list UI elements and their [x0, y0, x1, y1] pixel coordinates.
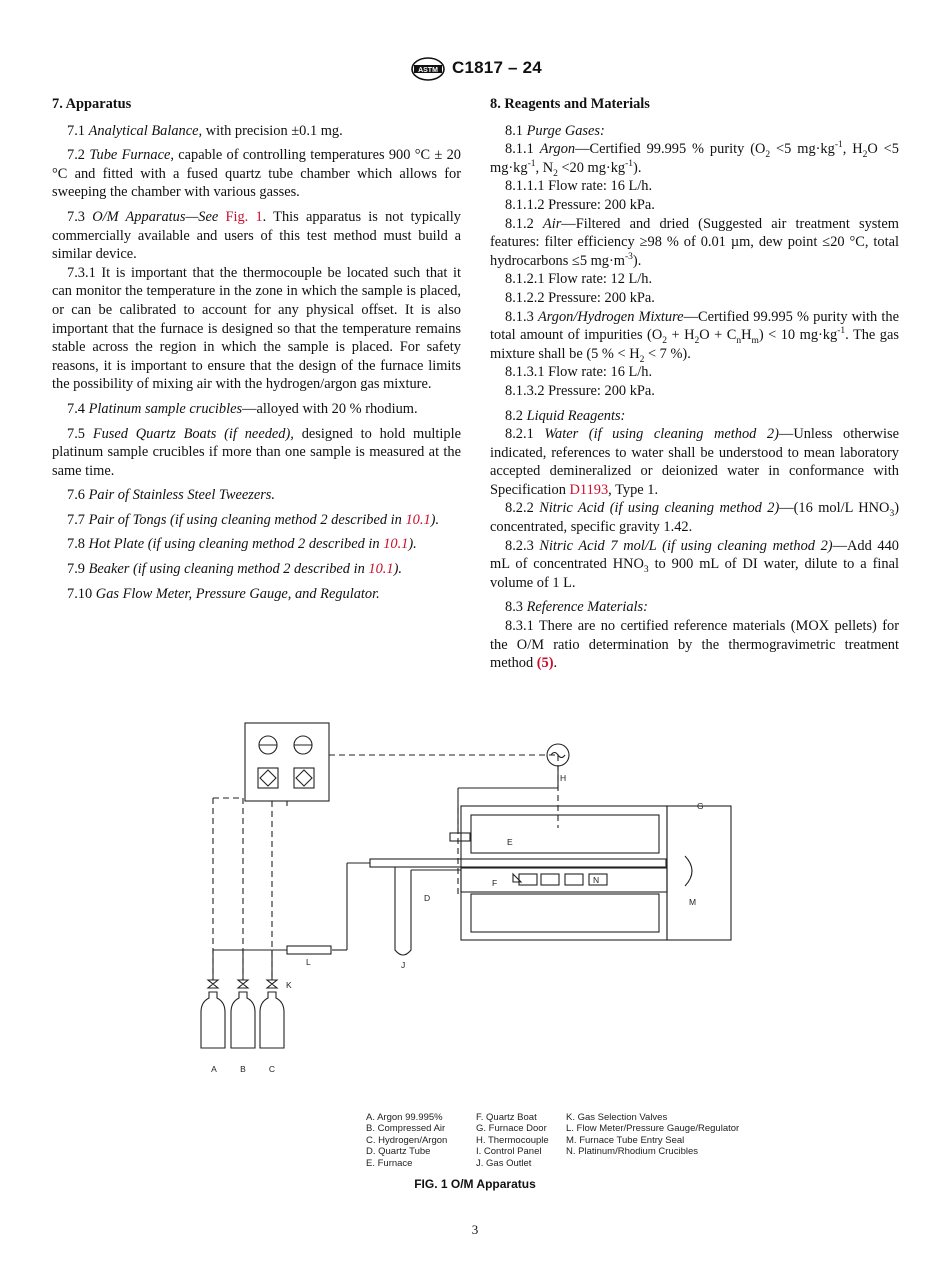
para-8-1-1-2: 8.1.1.2 Pressure: 200 kPa.	[505, 196, 655, 213]
para-8-2-3: 8.2.3 Nitric Acid 7 mol/L (if using cleaning method 2)—Add 440 mL of concentrated $HNO_3$ to 900 mL of DI water, dilute to a final volume of 1 L.	[490, 537, 899, 591]
fig-1-link[interactable]: Fig. 1	[225, 208, 263, 225]
para-8-2: 8.2 Liquid Reagents:	[505, 407, 626, 424]
crucible	[519, 874, 537, 885]
label-m: M	[689, 897, 697, 907]
valve-k	[208, 980, 277, 988]
page-number: 3	[471, 1222, 479, 1237]
label-h: H	[560, 773, 567, 783]
label-n: N	[593, 875, 600, 885]
section-10-1-link[interactable]: 10.1	[405, 511, 431, 528]
para-8-1-2-1: 8.1.2.1 Flow rate: 12 L/h.	[505, 271, 653, 288]
d1193-link[interactable]: D1193	[569, 481, 609, 498]
label-l: L	[306, 957, 311, 967]
section-10-1-link[interactable]: 10.1	[383, 536, 409, 553]
section-heading-reagents: 8. Reagents and Materials	[490, 96, 650, 112]
para-8-1-2-2: 8.1.2.2 Pressure: 200 kPa.	[505, 289, 655, 306]
svg-text:ASTM: ASTM	[418, 66, 438, 74]
label-j: J	[401, 960, 406, 970]
legend-column-3: K. Gas Selection Valves L. Flow Meter/Pressure Gauge/Regulator M. Furnace Tube Entry Seal N. Platinum/Rhodium Crucibles	[566, 1112, 740, 1158]
para-8-1-2: 8.1.2 Air—Filtered and dried (Suggested air treatment system features: filter efficiency ≥98 % of 0.01 µm, dew point ≤20 °C, total hydrocarbons ≤5 $mg\cdot m^{-3}$).	[490, 215, 899, 269]
para-7-8: 7.8 Hot Plate (if using cleaning method 2 described in 10.1).	[67, 536, 417, 553]
para-8-1-1: 8.1.1 Argon—Certified 99.995 % purity ($O_2 <5$ $mg\cdot kg^{-1}$, $H_2O <5$ $mg\cdot kg^{-1}$, $N_2 <20$ $mg\cdot kg^{-1}$).	[490, 140, 899, 179]
furnace-lower	[471, 894, 659, 932]
label-c: C	[268, 1064, 276, 1074]
para-7-7: 7.7 Pair of Tongs (if using cleaning method 2 described in 10.1).	[67, 511, 440, 528]
legend-column-1: A. Argon 99.995% B. Compressed Air C. Hydrogen/Argon D. Quartz Tube E. Furnace	[366, 1112, 448, 1169]
para-8-1-3-2: 8.1.3.2 Pressure: 200 kPa.	[505, 382, 655, 399]
para-8-2-1: 8.2.1 Water (if using cleaning method 2)—Unless otherwise indicated, references to water shall be understood to mean laboratory accepted demineralized or deionized water in conformance with Specification D1193, Type 1.	[490, 426, 899, 498]
para-7-3: 7.3 O/M Apparatus—See Fig. 1. This apparatus is not typically commercially available and users of this test method must build a similar device.	[52, 208, 461, 263]
para-7-2: 7.2 Tube Furnace, capable of controlling temperatures 900 °C ± 20 °C and fitted with a fused quartz tube chamber which allows for sweeping the chamber with various gasses.	[52, 147, 461, 201]
para-8-2-2: 8.2.2 Nitric Acid (if using cleaning method 2)—(16 mol/L $HNO_3$) concentrated, specific gravity 1.42.	[490, 500, 899, 536]
left-column	[52, 95, 461, 609]
quartz-boat	[513, 874, 521, 882]
label-a: A	[211, 1064, 217, 1074]
valve-icon	[258, 768, 278, 788]
para-8-1: 8.1 Purge Gases:	[505, 122, 605, 139]
label-d: D	[424, 893, 431, 903]
section-heading-apparatus: 7. Apparatus	[52, 96, 132, 112]
crucible	[541, 874, 559, 885]
label-f: F	[492, 878, 498, 888]
cylinder-b	[231, 992, 255, 1048]
para-7-3-1: 7.3.1 It is important that the thermocouple be located such that it can monitor the temperature in the zone in which the sample is placed, or can be calibrated to account for any physical offset. It is also important that the furnace is designed so that the temperature remains stable across the region in which the sample is placed. For safety reasons, it is important to ensure that the design of the furnace limits the possibility of mixing air with the hydrogen/argon gas mixture.	[52, 264, 461, 393]
label-e: E	[507, 837, 513, 847]
para-7-1: 7.1 Analytical Balance, with precision ±0.1 mg.	[67, 122, 343, 139]
quartz-tube	[370, 859, 666, 867]
valve-icon	[294, 768, 314, 788]
para-7-10: 7.10 Gas Flow Meter, Pressure Gauge, and Regulator.	[67, 585, 380, 602]
section-10-1-link[interactable]: 10.1	[368, 561, 394, 578]
legend-column-2: F. Quartz Boat G. Furnace Door H. Thermocouple I. Control Panel J. Gas Outlet	[476, 1112, 549, 1169]
para-8-1-3-1: 8.1.3.1 Flow rate: 16 L/h.	[505, 364, 653, 381]
para-7-5: 7.5 Fused Quartz Boats (if needed), designed to hold multiple platinum sample crucibles if more than one sample is measured at the same time.	[52, 425, 461, 479]
astm-logo-icon	[410, 56, 446, 82]
flow-meter	[287, 946, 331, 954]
page-header	[0, 56, 950, 84]
para-8-1-1-1: 8.1.1.1 Flow rate: 16 L/h.	[505, 178, 653, 195]
furnace-door	[667, 806, 731, 940]
control-panel	[245, 723, 329, 801]
furnace-upper	[471, 815, 659, 853]
figure-caption: FIG. 1 O/M Apparatus	[414, 1177, 536, 1191]
label-k: K	[286, 980, 292, 990]
gas-outlet	[395, 867, 411, 955]
para-7-4: 7.4 Platinum sample crucibles—alloyed with 20 % rhodium.	[67, 400, 418, 417]
label-b: B	[240, 1064, 246, 1074]
para-8-3: 8.3 Reference Materials:	[505, 599, 648, 616]
para-8-1-3: 8.1.3 Argon/Hydrogen Mixture—Certified 99.995 % purity with the total amount of impurities $(O_2 + H_2O + C_nH_m) < 10$ $mg\cdot kg^{-1}$. The gas mixture shall be (5 % < $H_2 < 7$ %).	[490, 308, 899, 365]
cylinder-a	[201, 992, 225, 1048]
crucible	[565, 874, 583, 885]
cylinder-c	[260, 992, 284, 1048]
para-8-3-1: 8.3.1 There are no certified reference materials (MOX pellets) for the O/M ratio determination by the thermogravimetric treatment method (5).	[490, 618, 899, 672]
reference-5-link[interactable]: (5)	[536, 655, 554, 672]
para-7-9: 7.9 Beaker (if using cleaning method 2 described in 10.1).	[67, 561, 402, 578]
furnace-outer	[461, 806, 667, 940]
document-number: C1817 – 24	[452, 58, 542, 77]
label-g: G	[697, 801, 704, 811]
right-column	[490, 95, 899, 679]
om-apparatus-diagram	[195, 718, 755, 1088]
para-7-6: 7.6 Pair of Stainless Steel Tweezers.	[67, 487, 276, 504]
